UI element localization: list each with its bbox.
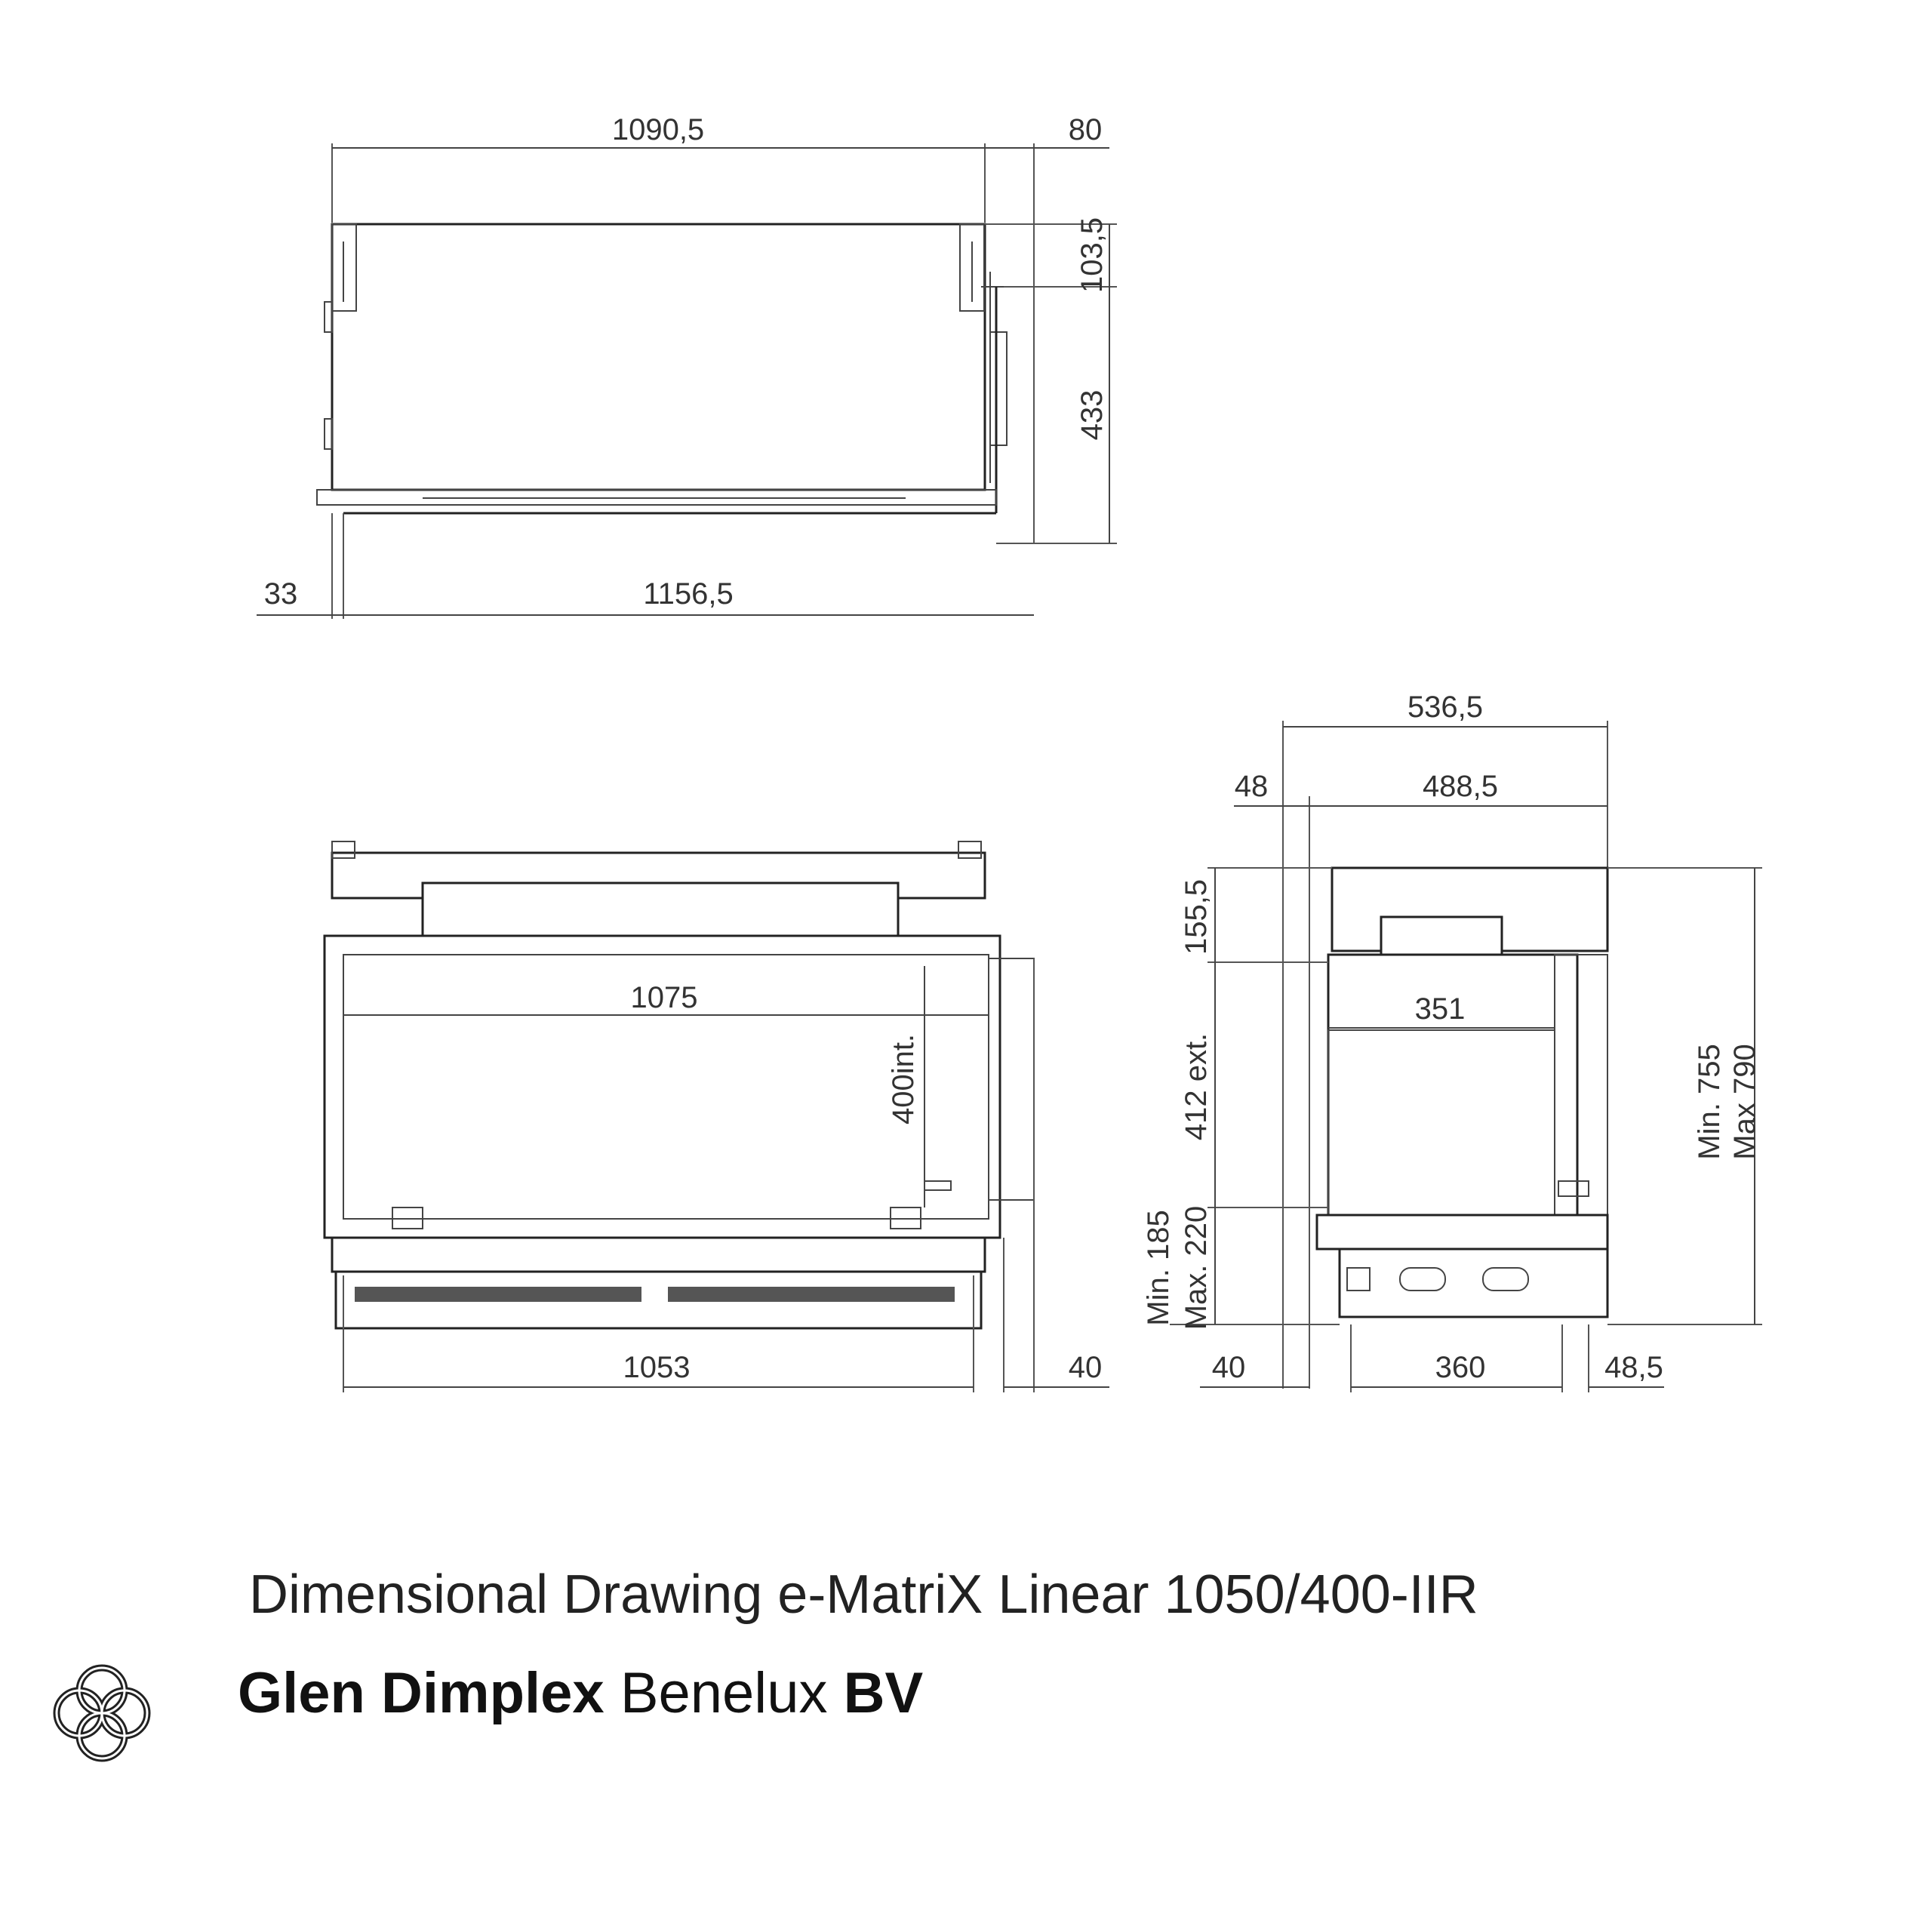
dim-bottom-width: 1053 [623, 1351, 691, 1384]
dim-bottom-mid: 360 [1435, 1351, 1486, 1384]
dim-top-height: 155,5 [1180, 878, 1213, 955]
brand-bold-2: BV [843, 1661, 924, 1725]
brand-regular: Benelux [620, 1661, 828, 1725]
dim-inner-height: 400int. [887, 1033, 920, 1125]
brand-bold-1: Glen Dimplex [238, 1661, 605, 1725]
top-view-body [332, 224, 985, 490]
dim-width-total: 1090,5 [611, 113, 705, 146]
dim-depth: 433 [1075, 389, 1109, 441]
dim-side-gap: 40 [1068, 1351, 1103, 1384]
dim-base-width: 1156,5 [643, 577, 734, 611]
dim-bottom-right: 48,5 [1604, 1351, 1663, 1384]
celtic-knot-logo-icon [45, 1657, 158, 1770]
side-view [1142, 691, 1762, 1392]
dim-inner-width: 351 [1414, 992, 1466, 1026]
dim-base-max: Max. 220 [1180, 1205, 1213, 1331]
dim-front-offset: 48 [1234, 770, 1269, 803]
dim-right-offset: 80 [1068, 113, 1103, 146]
dim-total-min: Min. 755 [1693, 1044, 1726, 1160]
dim-ext-height: 412 ext. [1180, 1032, 1213, 1141]
dim-top-depth: 103,5 [1075, 217, 1109, 294]
dim-body-depth: 488,5 [1422, 770, 1499, 803]
front-view [325, 841, 1109, 1392]
drawing-caption: Dimensional Drawing e-MatriX Linear 1050/400-IIR [249, 1564, 1478, 1625]
dim-inner-width: 1075 [630, 981, 698, 1014]
brand-name [238, 1660, 923, 1726]
dim-bottom-left: 40 [1211, 1351, 1246, 1384]
dim-base-min: Min. 185 [1142, 1210, 1175, 1326]
dim-left-offset: 33 [263, 577, 298, 611]
dim-total-max: Max 790 [1728, 1044, 1761, 1160]
top-view [257, 113, 1117, 619]
dim-overall-depth: 536,5 [1407, 691, 1484, 724]
